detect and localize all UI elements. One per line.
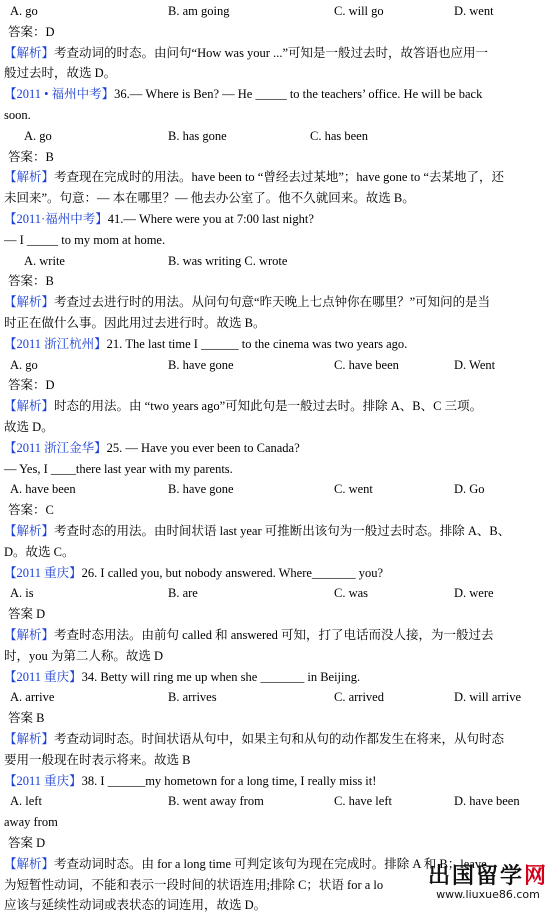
line-text: away from bbox=[4, 815, 58, 830]
text-line bbox=[4, 815, 58, 829]
answer-line: 答案 D bbox=[8, 607, 46, 622]
text-line bbox=[4, 545, 75, 559]
section-tag: 【解析】 bbox=[4, 170, 55, 185]
text-line bbox=[4, 170, 504, 184]
text-line bbox=[4, 295, 490, 309]
line-text: 考查动词时态。时间状语从句中，如果主句和从句的动作都发生在将来，从句时态 bbox=[54, 732, 505, 746]
option-c: C. has been bbox=[310, 128, 368, 143]
line-text: 考查动词的时态。由问句“How was your ...”可知是一般过去时，故答语也应用一 bbox=[54, 45, 489, 60]
section-tag: 【2011 重庆】 bbox=[4, 669, 82, 684]
option-c: C. will go bbox=[334, 4, 384, 18]
line-text: 36.— Where is Ben? — He _____ to the teachers’ office. He will be back bbox=[114, 87, 483, 102]
line-text: 考查现在完成时的用法。have been to “曾经去过某地”；have gone to “去某地了，还 bbox=[54, 170, 504, 185]
line-text: 25. — Have you ever been to Canada? bbox=[106, 440, 300, 455]
option-b: B. am going bbox=[168, 4, 230, 18]
line-text: 时态的用法。由 “two years ago”可知此句是一般过去时。排除 A、B、C 三项。 bbox=[54, 399, 483, 414]
text-line bbox=[4, 857, 487, 871]
text-line bbox=[4, 898, 266, 912]
section-tag: 【解析】 bbox=[4, 628, 55, 642]
section-tag: 【2011 重庆】 bbox=[4, 565, 82, 580]
option-d: D. were bbox=[454, 586, 494, 601]
text-line bbox=[4, 670, 360, 684]
option-d: D. have been bbox=[454, 794, 520, 809]
section-tag: 【2011 浙江杭州】 bbox=[4, 336, 107, 351]
text-line bbox=[4, 337, 407, 351]
text-line bbox=[4, 233, 165, 247]
line-text: 要用一般现在时表示将来。故选 B bbox=[4, 752, 191, 767]
answer-line: 答案：D bbox=[8, 378, 55, 393]
option-b: B. was writing C. wrote bbox=[168, 253, 288, 268]
line-text: 考查时态的用法。由时间状语 last year 可推断出该句为一般过去时态。排除 A、B、 bbox=[54, 524, 511, 538]
line-text: 时正在做什么事。因此用过去进行时。故选 B。 bbox=[4, 316, 266, 330]
section-tag: 【解析】 bbox=[4, 295, 55, 310]
line-text: soon. bbox=[4, 108, 31, 122]
section-tag: 【2011·福州中考】 bbox=[4, 212, 108, 226]
text-line bbox=[4, 566, 383, 580]
text-line bbox=[4, 649, 163, 663]
option-c: C. was bbox=[334, 586, 369, 601]
option-b: B. has gone bbox=[168, 128, 227, 143]
option-a: A. go bbox=[10, 357, 38, 372]
text-line bbox=[4, 753, 190, 767]
line-text: 考查过去进行时的用法。从问句句意“昨天晚上七点钟你在哪里？”可知问的是当 bbox=[54, 295, 491, 310]
text-line bbox=[4, 462, 233, 476]
option-a: A. go bbox=[10, 4, 38, 18]
line-text: 考查动词时态。由 for a long time 可判定该句为现在完成时。排除 A 和 B；leave bbox=[54, 856, 487, 871]
line-text: 34. Betty will ring me up when she _______ in Beijing. bbox=[81, 669, 361, 684]
option-d: D. Go bbox=[454, 482, 485, 497]
section-tag: 【2011 浙江金华】 bbox=[4, 440, 107, 455]
text-line bbox=[4, 66, 116, 80]
line-text: 时，you 为第二人称。故选 D bbox=[4, 648, 164, 663]
option-c: C. have left bbox=[334, 794, 392, 809]
option-b: B. are bbox=[168, 586, 198, 601]
option-b: B. went away from bbox=[168, 794, 264, 809]
text-line bbox=[4, 108, 31, 122]
line-text: — Yes, I ____there last year with my parents. bbox=[4, 461, 233, 476]
option-a: A. go bbox=[24, 128, 52, 143]
text-line bbox=[4, 212, 314, 226]
text-line bbox=[4, 87, 482, 101]
line-text: D。故选 C。 bbox=[4, 544, 75, 559]
section-tag: 【2011 • 福州中考】 bbox=[4, 87, 115, 102]
option-d: D. Went bbox=[454, 357, 496, 372]
option-d: D. will arrive bbox=[454, 690, 521, 705]
section-tag: 【解析】 bbox=[4, 732, 55, 746]
answer-line: 答案：B bbox=[8, 274, 54, 289]
answer-line: 答案：D bbox=[8, 24, 55, 39]
option-a: A. left bbox=[10, 794, 42, 809]
text-line bbox=[4, 420, 54, 434]
section-tag: 【解析】 bbox=[4, 45, 55, 60]
text-line bbox=[4, 191, 415, 205]
text-line bbox=[4, 316, 265, 330]
option-d: D. went bbox=[454, 4, 494, 18]
option-b: B. have gone bbox=[168, 482, 234, 497]
option-b: B. have gone bbox=[168, 357, 234, 372]
text-line bbox=[4, 732, 504, 746]
answer-line: 答案 B bbox=[8, 711, 45, 726]
line-text: 为短暂性动词，不能和表示一段时间的状语连用;排除 C；状语 for a lo bbox=[4, 877, 384, 892]
line-text: 未回来”。句意：— 本在哪里？— 他去办公室了。他不久就回来。故选 B。 bbox=[4, 191, 415, 206]
line-text: 般过去时，故选 D。 bbox=[4, 66, 117, 81]
text-line bbox=[4, 524, 510, 538]
option-b: B. arrives bbox=[168, 690, 217, 705]
option-a: A. arrive bbox=[10, 690, 55, 705]
line-text: 21. The last time I ______ to the cinema was two years ago. bbox=[106, 336, 408, 351]
text-line bbox=[4, 441, 300, 455]
watermark-logo: 出国留学网 www.liuxue86.com bbox=[427, 864, 548, 901]
section-tag: 【2011 重庆】 bbox=[4, 773, 82, 788]
section-tag: 【解析】 bbox=[4, 399, 55, 414]
option-c: C. arrived bbox=[334, 690, 384, 705]
option-a: A. is bbox=[10, 586, 34, 601]
option-c: C. went bbox=[334, 482, 373, 497]
line-text: 41.— Where were you at 7:00 last night? bbox=[107, 212, 314, 226]
answer-line: 答案 D bbox=[8, 836, 46, 850]
text-line bbox=[4, 878, 383, 892]
line-text: — I _____ to my mom at home. bbox=[4, 232, 166, 247]
line-text: 应该与延续性动词或表状态的词连用，故选 D。 bbox=[4, 898, 267, 913]
option-c: C. have been bbox=[334, 357, 399, 372]
answer-line: 答案：C bbox=[8, 503, 54, 518]
line-text: 考查时态用法。由前句 called 和 answered 可知，打了电话而没人接，为一般过去 bbox=[54, 628, 494, 642]
option-a: A. write bbox=[24, 253, 65, 268]
line-text: 26. I called you, but nobody answered. Where_______ you? bbox=[81, 565, 384, 580]
text-line bbox=[4, 774, 376, 788]
section-tag: 【解析】 bbox=[4, 856, 55, 871]
option-a: A. have been bbox=[10, 482, 76, 497]
answer-line: 答案：B bbox=[8, 149, 54, 164]
section-tag: 【解析】 bbox=[4, 524, 55, 538]
text-line bbox=[4, 399, 482, 413]
text-line bbox=[4, 628, 494, 642]
text-line bbox=[4, 46, 488, 60]
line-text: 38. I ______my hometown for a long time, I really miss it! bbox=[81, 773, 377, 788]
line-text: 故选 D。 bbox=[4, 420, 54, 434]
